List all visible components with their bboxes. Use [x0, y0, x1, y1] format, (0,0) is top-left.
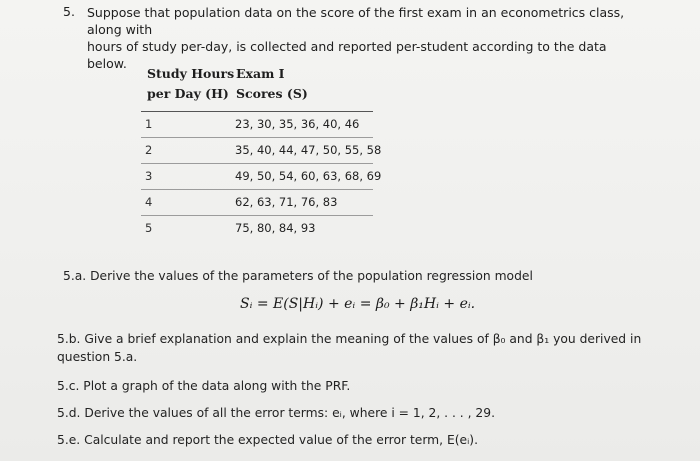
part-b-line-2: question 5.a.	[57, 350, 138, 364]
part-c: 5.c. Plot a graph of the data along with the PRF.	[57, 379, 351, 393]
col2-header-line2: Scores (S)	[236, 86, 308, 101]
col1-header-line2: per Day (H)	[147, 86, 229, 101]
scores-cell: 75, 80, 84, 93	[235, 221, 316, 235]
col1-header-line1: Study Hours	[147, 66, 235, 81]
col2-header-line1: Exam I	[236, 66, 285, 81]
intro-line-1: Suppose that population data on the score of the first exam in an econometrics class, along with	[87, 5, 625, 37]
scores-cell: 35, 40, 44, 47, 50, 55, 58	[235, 143, 382, 157]
table-row	[141, 137, 382, 163]
hours-cell: 1	[145, 117, 153, 131]
part-a: 5.a. Derive the values of the parameters of the population regression model	[63, 269, 533, 283]
question-number: 5.	[63, 4, 75, 19]
scores-cell: 49, 50, 54, 60, 63, 68, 69	[235, 169, 382, 183]
hours-cell: 4	[145, 195, 153, 209]
table-row	[141, 215, 373, 240]
scores-cell: 62, 63, 71, 76, 83	[235, 195, 338, 209]
hours-cell: 5	[145, 221, 153, 235]
question-intro	[87, 4, 647, 72]
intro-line-2: hours of study per-day, is collected and reported per-student according to the data below.	[87, 39, 607, 71]
table-row	[141, 189, 373, 215]
table-row	[141, 163, 382, 189]
regression-equation: Sᵢ = E(S|Hᵢ) + eᵢ = β₀ + β₁Hᵢ + eᵢ.	[240, 296, 476, 312]
scores-cell: 23, 30, 35, 36, 40, 46	[235, 117, 360, 131]
hours-cell: 3	[145, 169, 153, 183]
part-d: 5.d. Derive the values of all the error terms: eᵢ, where i = 1, 2, . . . , 29.	[57, 406, 495, 420]
hours-cell: 2	[145, 143, 153, 157]
part-b-line-1: 5.b. Give a brief explanation and explain the meaning of the values of β₀ and β₁ you derived in	[57, 332, 642, 346]
table-row	[141, 111, 373, 137]
part-e: 5.e. Calculate and report the expected value of the error term, E(eᵢ).	[57, 433, 478, 447]
